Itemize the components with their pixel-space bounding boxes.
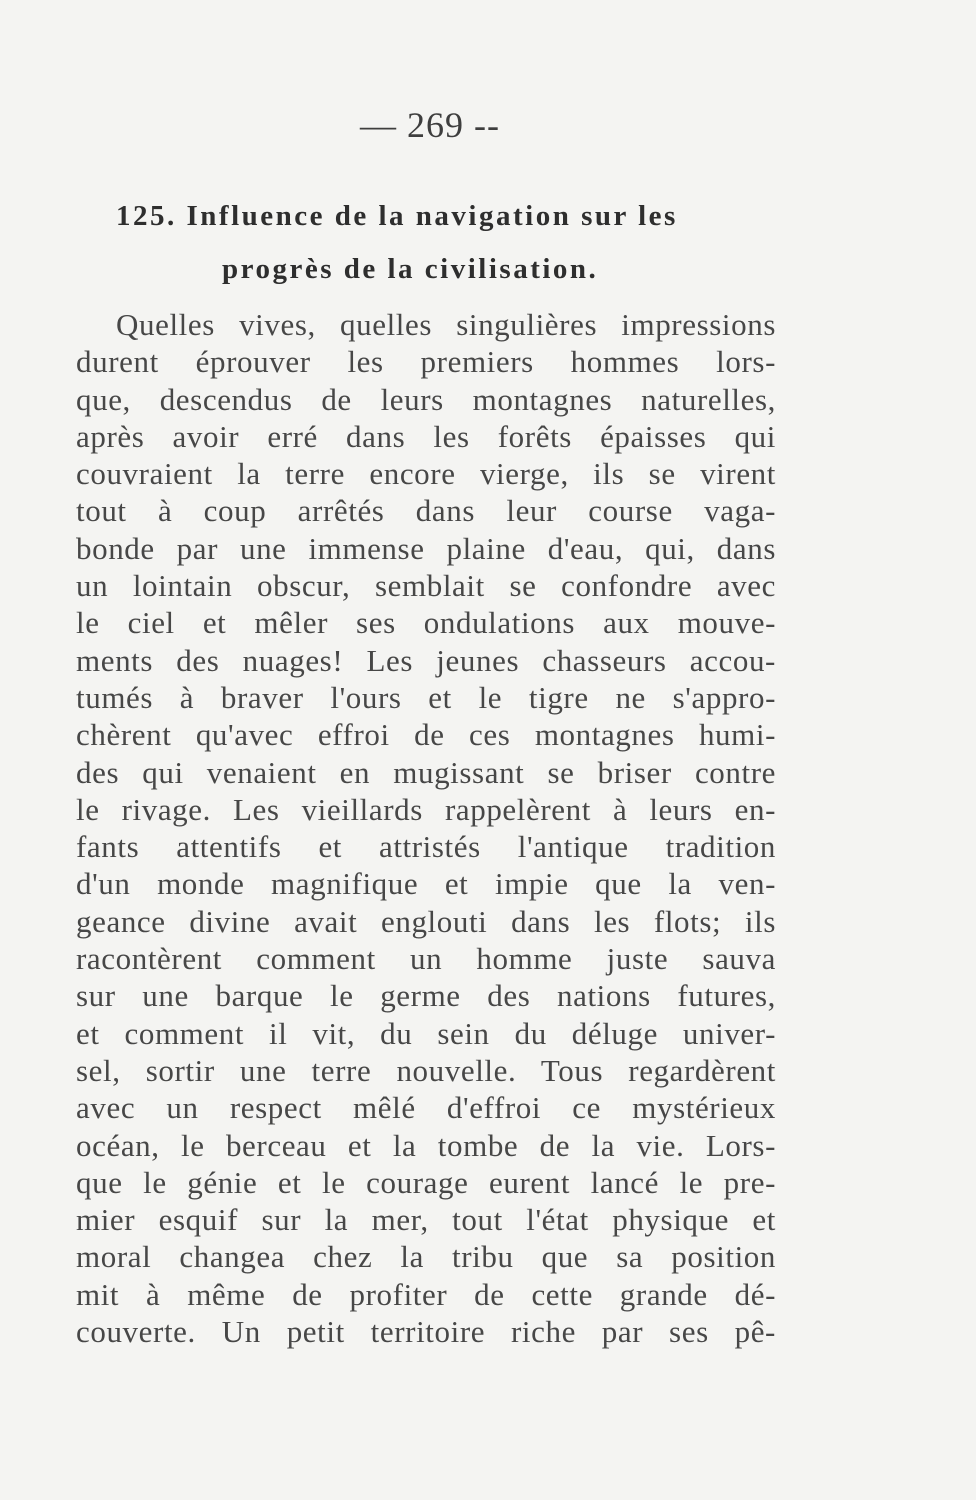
text-line: tout à coup arrêtés dans leur course vaga- bbox=[76, 493, 776, 529]
section-heading-line-1: 125. Influence de la navigation sur les bbox=[116, 200, 678, 232]
text-line: que le génie et le courage eurent lancé le pre- bbox=[76, 1164, 776, 1200]
text-line: océan, le berceau et la tombe de la vie. Lors- bbox=[76, 1127, 776, 1163]
text-line: sel, sortir une terre nouvelle. Tous regardèrent bbox=[76, 1052, 776, 1088]
text-line: le ciel et mêler ses ondulations aux mouve- bbox=[76, 605, 776, 641]
text-line: fants attentifs et attristés l'antique tradition bbox=[76, 829, 776, 865]
text-line: bonde par une immense plaine d'eau, qui, dans bbox=[76, 530, 776, 566]
text-line: racontèrent comment un homme juste sauva bbox=[76, 941, 776, 977]
text-line: le rivage. Les vieillards rappelèrent à leurs en- bbox=[76, 791, 776, 827]
text-line: mit à même de profiter de cette grande dé- bbox=[76, 1276, 776, 1312]
section-heading bbox=[110, 190, 750, 296]
text-line: geance divine avait englouti dans les flots; ils bbox=[76, 903, 776, 939]
text-line: après avoir erré dans les forêts épaisses qui bbox=[76, 418, 776, 454]
text-line: d'un monde magnifique et impie que la ven- bbox=[76, 866, 776, 902]
text-line: des qui venaient en mugissant se briser contre bbox=[76, 754, 776, 790]
text-line: couverte. Un petit territoire riche par ses pê- bbox=[76, 1314, 776, 1350]
text-line: moral changea chez la tribu que sa position bbox=[76, 1239, 776, 1275]
text-line: mier esquif sur la mer, tout l'état physique et bbox=[76, 1202, 776, 1238]
text-line: chèrent qu'avec effroi de ces montagnes humi- bbox=[76, 717, 776, 753]
text-line: ments des nuages! Les jeunes chasseurs accou- bbox=[76, 642, 776, 678]
text-line: couvraient la terre encore vierge, ils se virent bbox=[76, 456, 776, 492]
text-line: Quelles vives, quelles singulières impressions bbox=[116, 307, 776, 342]
text-line: sur une barque le germe des nations futures, bbox=[76, 978, 776, 1014]
text-line: durent éprouver les premiers hommes lors- bbox=[76, 344, 776, 380]
page-number: — 269 -- bbox=[360, 105, 500, 145]
text-line: que, descendus de leurs montagnes naturelles, bbox=[76, 381, 776, 417]
text-line: tumés à braver l'ours et le tigre ne s'appro- bbox=[76, 679, 776, 715]
section-heading-line-2: progrès de la civilisation. bbox=[222, 253, 599, 285]
text-line: un lointain obscur, semblait se confondre avec bbox=[76, 568, 776, 604]
text-line: avec un respect mêlé d'effroi ce mystérieux bbox=[76, 1090, 776, 1126]
body-paragraph bbox=[76, 306, 776, 1350]
text-line: et comment il vit, du sein du déluge univer- bbox=[76, 1015, 776, 1051]
